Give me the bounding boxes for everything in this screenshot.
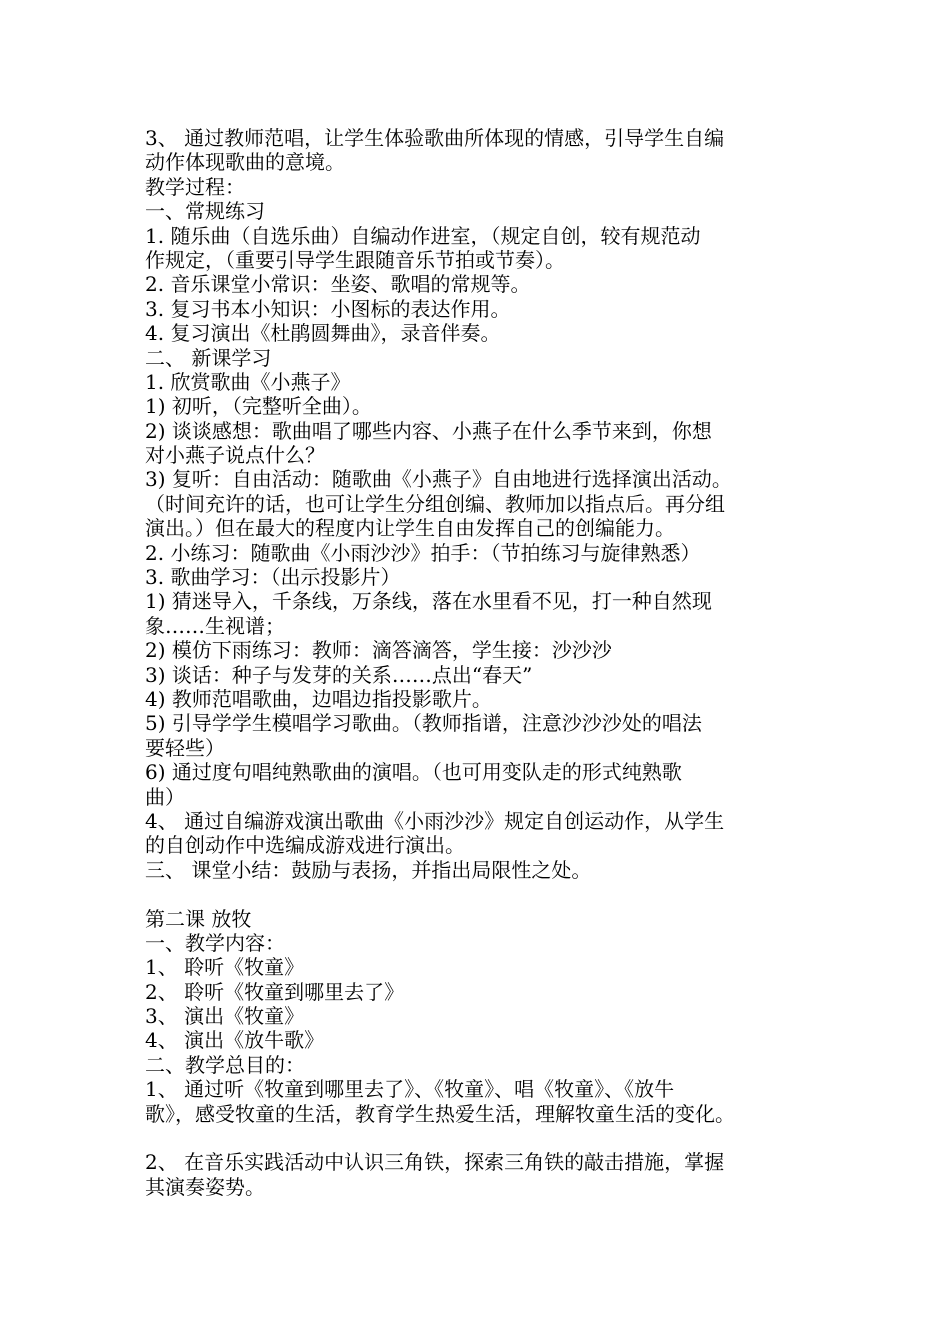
text-line: 2. 小练习：随歌曲《小雨沙沙》拍手：（节拍练习与旋律熟悉） <box>145 540 701 565</box>
text-line: 1、 聆听《牧童》 <box>145 955 305 980</box>
text-line: （时间充许的话，也可让学生分组创编、教师加以指点后。再分组 <box>145 491 725 516</box>
text-line: 要轻些） <box>145 735 225 760</box>
text-line: 演出。）但在最大的程度内让学生自由发挥自己的创编能力。 <box>145 516 675 541</box>
section-heading: 一、常规练习 <box>145 199 265 224</box>
section-heading: 二、 新课学习 <box>145 345 272 370</box>
text-line: 2、 聆听《牧童到哪里去了》 <box>145 979 405 1004</box>
text-line: 2) 模仿下雨练习：教师：滴答滴答，学生接：沙沙沙 <box>145 638 612 663</box>
text-line: 其演奏姿势。 <box>145 1174 265 1199</box>
section-heading: 教学过程： <box>145 174 245 199</box>
text-line: 1) 初听，（完整听全曲）。 <box>145 394 372 419</box>
text-line: 3. 歌曲学习：（出示投影片） <box>145 565 401 590</box>
text-line: 歌》，感受牧童的生活，教育学生热爱生活，理解牧童生活的变化。 <box>145 1101 735 1126</box>
text-line: 象……生视谱； <box>145 613 285 638</box>
text-line: 1. 欣赏歌曲《小燕子》 <box>145 369 351 394</box>
text-line: 1. 随乐曲（自选乐曲）自编动作进室，（规定自创，较有规范动 <box>145 223 701 248</box>
text-line: 3、 通过教师范唱，让学生体验歌曲所体现的情感，引导学生自编 <box>145 126 725 150</box>
document-body <box>145 126 815 1199</box>
text-line: 2) 谈谈感想：歌曲唱了哪些内容、小燕子在什么季节来到，你想 <box>145 418 712 443</box>
text-line: 曲） <box>145 784 185 809</box>
text-line: 对小燕子说点什么？ <box>145 443 325 468</box>
text-line: 4. 复习演出《杜鹃圆舞曲》，录音伴奏。 <box>145 321 501 346</box>
text-line: 3) 谈话：种子与发芽的关系……点出“春天” <box>145 662 533 687</box>
lesson-title: 第二课 放牧 <box>145 906 252 931</box>
text-line: 5) 引导学学生模唱学习歌曲。（教师指谱，注意沙沙沙处的唱法 <box>145 711 702 736</box>
text-line: 1、 通过听《牧童到哪里去了》、《牧童》、唱《牧童》、《放牛 <box>145 1077 675 1102</box>
section-heading: 三、 课堂小结：鼓励与表扬，并指出局限性之处。 <box>145 857 592 882</box>
text-line: 3. 复习书本小知识：小图标的表达作用。 <box>145 296 511 321</box>
section-heading: 一、教学内容： <box>145 930 285 955</box>
section-heading: 二、教学总目的： <box>145 1052 305 1077</box>
blank-line <box>145 1126 815 1150</box>
text-line: 1) 猜迷导入，千条线，万条线，落在水里看不见，打一种自然现 <box>145 589 712 614</box>
text-line: 4、 通过自编游戏演出歌曲《小雨沙沙》规定自创运动作，从学生 <box>145 808 725 833</box>
text-line: 2、 在音乐实践活动中认识三角铁，探索三角铁的敲击措施，掌握 <box>145 1150 725 1175</box>
text-line: 动作体现歌曲的意境。 <box>145 150 345 175</box>
text-line: 4、 演出《放牛歌》 <box>145 1028 325 1053</box>
text-line: 3、 演出《牧童》 <box>145 1004 305 1029</box>
blank-line <box>145 882 815 906</box>
text-line: 的自创动作中选编成游戏进行演出。 <box>145 833 465 858</box>
text-line: 作规定，（重要引导学生跟随音乐节拍或节奏）。 <box>145 247 565 272</box>
text-line: 4) 教师范唱歌曲，边唱边指投影歌片。 <box>145 686 492 711</box>
text-line: 2. 音乐课堂小常识：坐姿、歌唱的常规等。 <box>145 272 531 297</box>
text-line: 3) 复听：自由活动：随歌曲《小燕子》自由地进行选择演出活动。 <box>145 467 732 492</box>
text-line: 6) 通过度句唱纯熟歌曲的演唱。（也可用变队走的形式纯熟歌 <box>145 760 682 785</box>
